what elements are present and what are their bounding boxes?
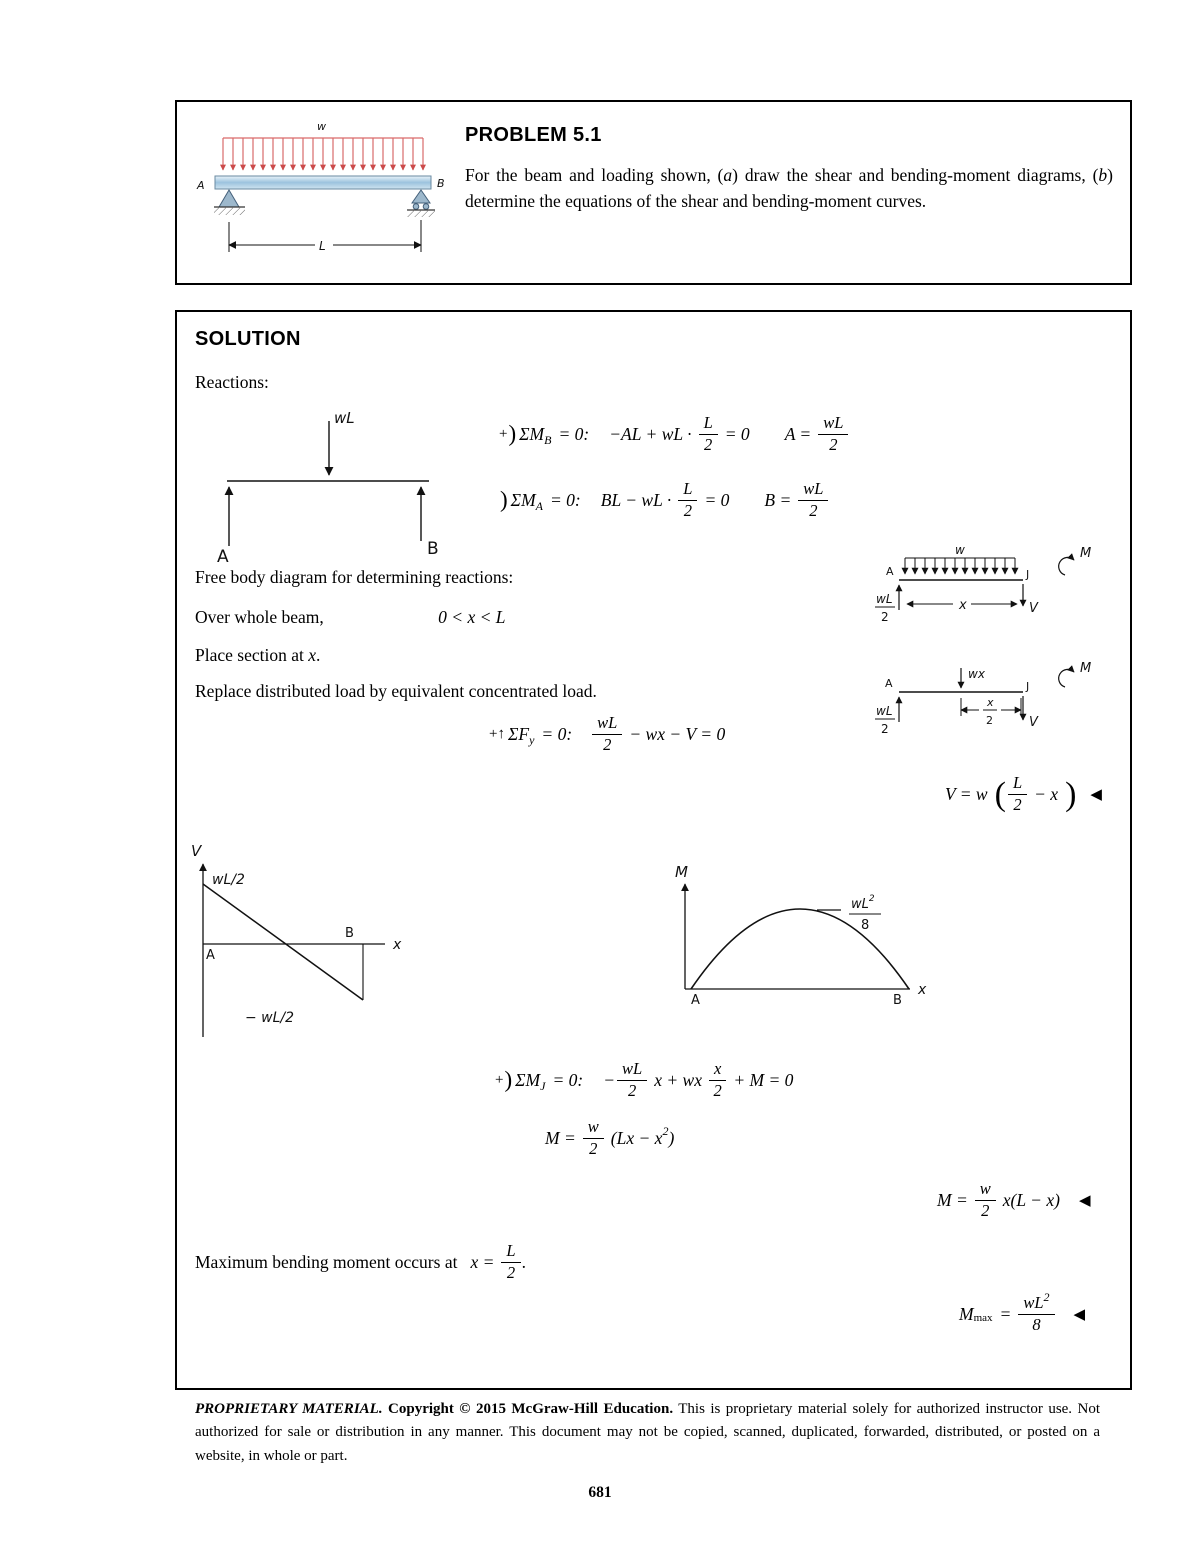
equation-mmax (959, 1290, 1092, 1335)
equation-shear-result (945, 774, 1109, 815)
open-paren: ( (994, 775, 1006, 813)
moment-convention-icon (499, 421, 517, 447)
distributed-load-arrows (905, 558, 1015, 574)
svg-text:8: 8 (861, 918, 870, 933)
proprietary-label: PROPRIETARY MATERIAL. (195, 1401, 383, 1417)
page-number: 681 (588, 1484, 612, 1501)
x-var: x (308, 645, 317, 665)
section-fbd-equivalent-load (875, 661, 1110, 779)
equals-zero: = 0: (541, 723, 573, 744)
copyright-label: Copyright © 2015 McGraw-Hill Education. (388, 1401, 674, 1417)
a-label: A (691, 993, 700, 1008)
shear-diagram (185, 842, 455, 1047)
x-axis-label: x (918, 982, 927, 998)
plus-sign: + (495, 1071, 504, 1088)
a-label: A (885, 677, 893, 690)
moment-curve (691, 909, 909, 989)
positive-value-label: wL/2 (212, 872, 245, 888)
sum-operator: $\Sigma M_J$ (515, 1069, 546, 1093)
moment-curl-arrow (1059, 669, 1074, 687)
max-subscript: max (973, 1312, 993, 1325)
over-whole-beam-line (195, 607, 506, 628)
fraction-L-2: $\frac{L}{2}$ (501, 1242, 520, 1283)
equation-moment-expanded (545, 1118, 681, 1159)
replace-load-line: Replace distributed load by equivalent concentrated load. (195, 681, 597, 701)
sum-operator: $\Sigma F_y$ (507, 723, 535, 747)
exponent: 2 (662, 1123, 669, 1138)
reaction-b-label: B (427, 539, 439, 559)
equals-zero: = 0: (550, 489, 581, 510)
b-label: B (345, 926, 354, 941)
statement-text: For the beam and loading shown, ( (465, 165, 724, 185)
equation-moment-result (937, 1180, 1098, 1221)
j-label: J (1026, 568, 1030, 581)
expression: −AL + wL · (609, 423, 692, 444)
reaction-fraction (875, 704, 895, 736)
sum-operator: $\Sigma M_A$ (510, 489, 543, 513)
a-label: A (886, 565, 894, 578)
period: . (521, 1251, 526, 1272)
wx-label: wx (968, 667, 985, 681)
load-w-label: w (317, 120, 326, 133)
solution-heading: SOLUTION (195, 328, 301, 350)
expression: BL − wL · (600, 489, 672, 510)
shear-line (203, 884, 363, 1000)
x-equals: x = (470, 1251, 495, 1272)
equals-zero: = 0: (552, 1069, 584, 1090)
m-equals: M = (937, 1189, 968, 1210)
problem-box (175, 100, 1132, 285)
a-label: A (206, 948, 215, 963)
curl-arrow-glyph: ) (500, 487, 508, 513)
item-b-label: b (1098, 165, 1108, 185)
expression-tail: = 0 (704, 489, 730, 510)
equals: = (999, 1303, 1012, 1324)
expression: x(L − x) (1002, 1189, 1060, 1210)
fraction-w-2: $\frac{w}{2}$ (975, 1180, 996, 1221)
pin-support-a (214, 190, 245, 215)
statement-text: ) determine the equations of the shear and bending-moment curves. (465, 165, 1113, 212)
fbd-caption: Free body diagram for determining reactions: (195, 567, 514, 587)
v-axis-label: V (191, 842, 202, 860)
over-label: Over whole beam, (195, 607, 324, 627)
moment-curl-arrow (1059, 557, 1074, 575)
fraction-w-2: $\frac{w}{2}$ (583, 1118, 604, 1159)
fraction-wL-2: $\frac{wL}{2}$ (592, 714, 622, 755)
minus-sign: − (603, 1069, 616, 1090)
beam-loading-figure (189, 110, 469, 278)
numerator: wL (1023, 1293, 1044, 1312)
mid-expression: x + wx (654, 1069, 702, 1090)
close-paren: ) (668, 1127, 675, 1148)
max-text: Maximum bending moment occurs at (195, 1251, 458, 1272)
sum-operator: $\Sigma M_B$ (519, 423, 552, 447)
close-paren: ) (1065, 775, 1077, 813)
v-label: V (1029, 601, 1038, 616)
copyright-notice (195, 1398, 1100, 1468)
x-dim-label: x (959, 598, 967, 613)
j-label: J (1026, 680, 1030, 693)
problem-statement (465, 162, 1113, 215)
roller-support-b (407, 190, 435, 217)
item-a-label: a (723, 165, 733, 185)
result-lhs: B = (764, 489, 792, 510)
w-label: w (955, 543, 965, 557)
maximum-moment-line (195, 1242, 533, 1283)
span-length-label: L (319, 239, 326, 253)
answer-marker-icon: ◀ (1090, 785, 1102, 804)
m-symbol: M (959, 1303, 974, 1324)
problem-title: PROBLEM 5.1 (465, 124, 602, 146)
fraction-L-2: $\frac{L}{2}$ (1008, 774, 1027, 815)
negative-value-label: − wL/2 (245, 1010, 295, 1026)
svg-text:wL: wL (876, 592, 893, 606)
reaction-a-label: A (217, 547, 229, 567)
range-expression: 0 < x < L (438, 607, 506, 627)
svg-text:2: 2 (881, 610, 889, 624)
m-label: M (1080, 661, 1092, 676)
reactions-label: Reactions: (195, 372, 269, 392)
svg-text:wL2: $wL^2$ (851, 894, 875, 912)
result-fraction: $\frac{wL}{2}$ (818, 414, 848, 455)
curl-arrow-glyph: ) (504, 1067, 513, 1093)
svg-text:wL: wL (876, 704, 893, 718)
result-fraction: $\frac{wL}{2}$ (798, 480, 828, 521)
fraction-x-2: $\frac{x}{2}$ (709, 1060, 726, 1101)
fraction-wL-2: $\frac{wL}{2}$ (617, 1060, 647, 1101)
peak-value-fraction (849, 894, 881, 933)
answer-marker-icon: ◀ (1073, 1305, 1086, 1324)
resultant-load-label: wL (334, 409, 355, 427)
m-label: M (1080, 546, 1092, 561)
fraction-L-2: $\frac{L}{2}$ (678, 480, 697, 521)
x-axis-label: x (393, 937, 402, 953)
plus-sign: + (499, 425, 508, 442)
support-a-label: A (197, 179, 205, 192)
force-convention-icon (489, 726, 505, 743)
notice-text: This is proprietary material solely for authorized instructor use. Not authorized for sale or distribution in any manner. This document may not be copied, scanned, duplicated, forwarded, distributed, or posted on a website, in whole or part. (195, 1401, 1100, 1464)
m-equals: M = (545, 1127, 576, 1148)
x-half-num: x (987, 696, 994, 709)
v-equals: V = w (945, 783, 988, 804)
expression-tail: + M = 0 (733, 1069, 794, 1090)
moment-diagram (665, 864, 950, 1009)
expression-tail: − wx − V = 0 (629, 723, 726, 744)
minus-x: − x (1034, 783, 1059, 804)
answer-marker-icon: ◀ (1078, 1191, 1091, 1210)
place-section-line (195, 645, 320, 666)
beam-body (215, 176, 431, 189)
reaction-fraction (875, 592, 895, 624)
m-axis-label: M (675, 863, 688, 881)
result-lhs: A = (784, 423, 812, 444)
period: . (316, 645, 321, 665)
equation-sum-moments-J (495, 1060, 800, 1101)
svg-text:2: 2 (881, 722, 889, 736)
fraction-wL2-8: $\frac{wL^2}{8}$ (1018, 1294, 1054, 1335)
fraction-L-2: $\frac{L}{2}$ (699, 414, 718, 455)
moment-convention-icon (495, 1067, 513, 1093)
equation-sum-moments-A (499, 480, 835, 521)
exponent: 2 (1043, 1290, 1050, 1304)
x-half-den: 2 (986, 714, 993, 727)
support-b-label: B (437, 177, 445, 190)
section-fbd-whole-beam (875, 544, 1110, 669)
statement-text: ) draw the shear and bending-moment diagrams, ( (732, 165, 1099, 185)
equals-zero: = 0: (558, 423, 590, 444)
plus-up-arrow: +↑ (489, 725, 505, 742)
v-label: V (1029, 715, 1038, 730)
expression-tail: = 0 (724, 423, 750, 444)
solution-box (175, 310, 1132, 1390)
reactions-free-body-diagram (199, 396, 459, 566)
place-text: Place section at (195, 645, 304, 665)
equation-sum-moments-B (499, 414, 855, 455)
curl-arrow-glyph: ) (508, 421, 517, 447)
b-label: B (893, 993, 902, 1008)
equation-sum-forces-y (489, 714, 732, 755)
expression: (Lx − x (610, 1127, 663, 1148)
moment-convention-icon (499, 487, 508, 513)
distributed-load-arrows (223, 138, 423, 170)
